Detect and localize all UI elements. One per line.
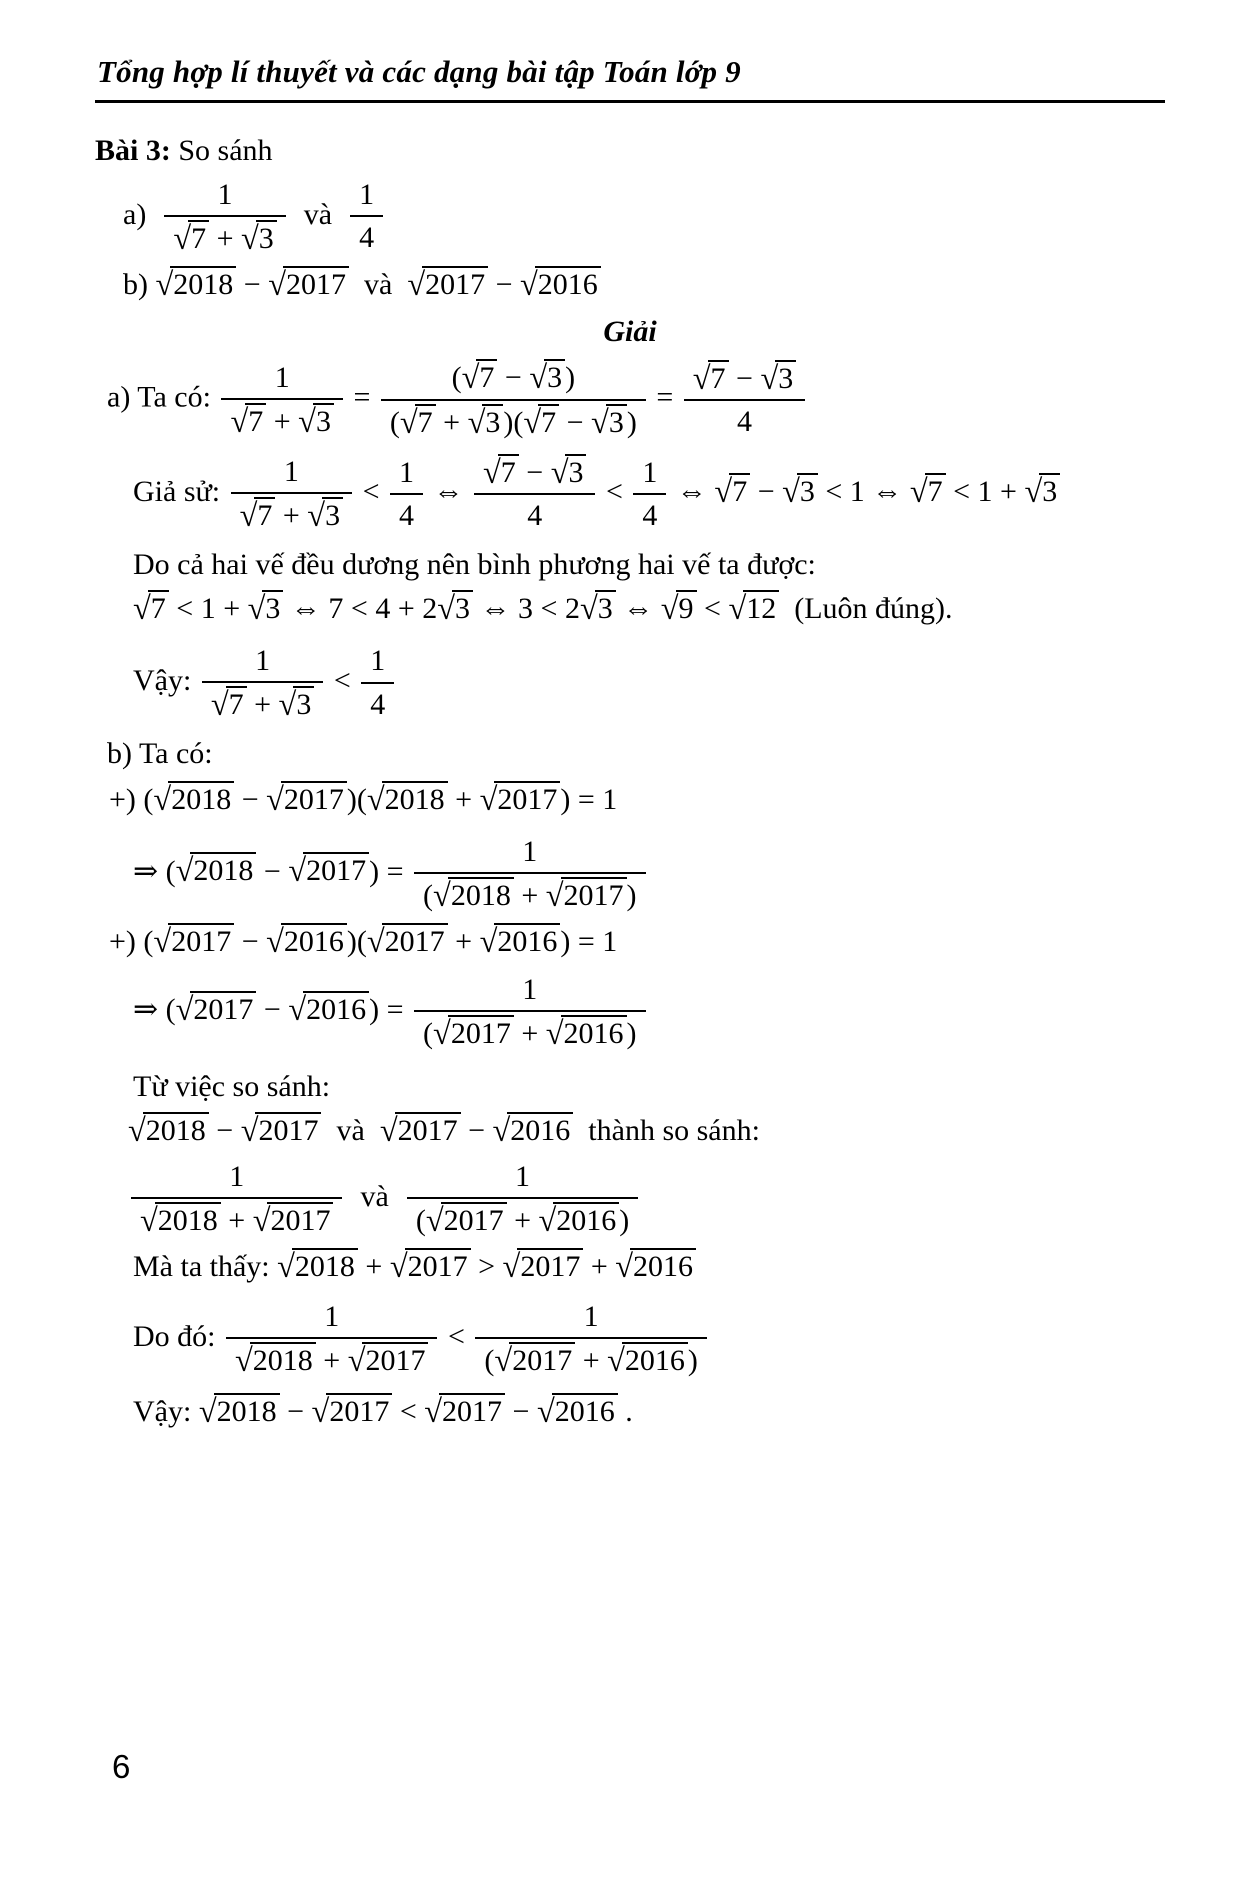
radicand: 2016 bbox=[507, 1112, 573, 1146]
sqrt-radical bbox=[728, 589, 779, 630]
sol-b-conclusion: Vậy: √2018 − √2017 < √2017 − √2016 . bbox=[95, 1392, 1165, 1433]
sqrt-radical bbox=[312, 1392, 393, 1433]
sqrt-radical bbox=[268, 265, 349, 306]
radical-sign-icon: √ bbox=[536, 1393, 555, 1430]
sqrt-radical bbox=[156, 265, 237, 306]
sqrt-radical bbox=[483, 454, 519, 490]
radicand: 2017 bbox=[441, 1202, 507, 1236]
radical-sign-icon: √ bbox=[247, 591, 266, 628]
radicand: 2017 bbox=[395, 1112, 461, 1146]
sqrt-radical bbox=[433, 877, 514, 913]
radicand: 3 bbox=[256, 220, 277, 254]
radicand: 3 bbox=[322, 497, 343, 531]
radical-sign-icon: √ bbox=[278, 687, 297, 724]
radicand: 2017 bbox=[509, 1342, 575, 1376]
sqrt-radical bbox=[437, 589, 473, 630]
radicand: 2017 bbox=[303, 852, 369, 886]
sqrt-radical bbox=[235, 1342, 316, 1378]
radicand: 2017 bbox=[281, 781, 347, 815]
radical-sign-icon: √ bbox=[288, 991, 307, 1028]
radicand: 7 bbox=[498, 454, 519, 488]
radicand: 3 bbox=[482, 404, 503, 438]
fraction-numerator: 1 bbox=[164, 176, 285, 217]
fraction bbox=[164, 176, 285, 258]
radical-sign-icon: √ bbox=[239, 498, 258, 535]
sqrt-radical bbox=[240, 497, 276, 533]
radical-sign-icon: √ bbox=[140, 1203, 158, 1240]
fraction-denominator: √2018 + √2017 bbox=[131, 1199, 342, 1239]
radicand: 7 bbox=[538, 404, 559, 438]
radicand: 3 bbox=[565, 454, 586, 488]
sol-b-reciprocal2: ⇒ (√2017 − √2016 ) = $\frac{1}{(√2017 + √2016 )}$ bbox=[95, 971, 1165, 1053]
radical-sign-icon: √ bbox=[366, 924, 385, 961]
radical-sign-icon: √ bbox=[615, 1249, 634, 1286]
sqrt-radical bbox=[494, 1342, 575, 1378]
sqrt-radical bbox=[424, 1392, 505, 1433]
radical-sign-icon: √ bbox=[173, 220, 192, 257]
radicand: 2017 bbox=[405, 1248, 471, 1282]
fraction-numerator: 1 bbox=[475, 1298, 706, 1339]
sqrt-radical bbox=[615, 1247, 696, 1288]
fraction-numerator: 1 bbox=[231, 453, 352, 494]
sqrt-radical bbox=[607, 1342, 688, 1378]
fraction bbox=[131, 1158, 342, 1240]
sqrt-radical bbox=[661, 589, 697, 630]
radical-sign-icon: √ bbox=[538, 1203, 557, 1240]
sqrt-radical bbox=[176, 851, 257, 892]
radical-sign-icon: √ bbox=[502, 1249, 521, 1286]
radicand: 3 bbox=[544, 359, 565, 393]
fraction bbox=[361, 642, 394, 723]
problem-b: b) √2018 − √2017 và √2017 − √2016 bbox=[95, 265, 1165, 306]
sqrt-radical bbox=[693, 360, 729, 396]
radical-sign-icon: √ bbox=[692, 360, 711, 397]
sqrt-radical bbox=[714, 472, 750, 513]
radicand: 3 bbox=[775, 360, 796, 394]
radical-sign-icon: √ bbox=[288, 853, 307, 890]
fraction-numerator: 1 bbox=[390, 454, 423, 495]
fraction-denominator: (√2018 + √2017 ) bbox=[423, 878, 637, 915]
radicand: 2016 bbox=[281, 923, 347, 957]
radicand: 2017 bbox=[517, 1248, 583, 1282]
sol-b-compare-fractions: $\frac{1}{√2018 + √2017}$ và $\frac{1}{(√2017 + √2016 )}$ bbox=[95, 1158, 1165, 1240]
sqrt-radical bbox=[199, 1392, 280, 1433]
radicand: 2017 bbox=[168, 923, 234, 957]
radical-sign-icon: √ bbox=[479, 924, 498, 961]
sqrt-radical bbox=[591, 404, 627, 440]
sqrt-radical bbox=[529, 359, 565, 395]
sqrt-radical bbox=[400, 404, 436, 440]
sol-b-reciprocal1: ⇒ (√2018 − √2017 ) = $\frac{1}{(√2018 + √2017 )}$ bbox=[95, 833, 1165, 915]
radical-sign-icon: √ bbox=[545, 878, 564, 915]
radical-sign-icon: √ bbox=[591, 404, 609, 441]
radicand: 2017 bbox=[190, 991, 256, 1025]
radicand: 7 bbox=[729, 473, 750, 507]
radical-sign-icon: √ bbox=[210, 687, 229, 724]
fraction-numerator: 1 bbox=[407, 1158, 638, 1199]
radical-sign-icon: √ bbox=[433, 878, 451, 915]
radicand: 7 bbox=[188, 220, 209, 254]
radicand: 2017 bbox=[382, 923, 448, 957]
radical-sign-icon: √ bbox=[523, 404, 542, 441]
radical-sign-icon: √ bbox=[153, 924, 172, 961]
radical-sign-icon: √ bbox=[607, 1343, 625, 1380]
bold-text: Bài 3: bbox=[95, 134, 171, 167]
fraction bbox=[231, 453, 352, 535]
radicand: 2018 bbox=[155, 1202, 221, 1236]
radical-sign-icon: √ bbox=[155, 267, 174, 304]
radicand: 3 bbox=[452, 590, 473, 624]
radical-sign-icon: √ bbox=[437, 591, 456, 628]
radical-sign-icon: √ bbox=[133, 591, 151, 628]
radical-sign-icon: √ bbox=[550, 455, 569, 492]
radicand: 2017 bbox=[439, 1393, 505, 1427]
sqrt-radical bbox=[176, 990, 257, 1031]
radicand: 7 bbox=[415, 404, 436, 438]
radicand: 2017 bbox=[362, 1342, 428, 1376]
sqrt-radical bbox=[493, 1111, 574, 1152]
radical-sign-icon: √ bbox=[492, 1113, 511, 1150]
sol-b-intro: b) Ta có: bbox=[107, 736, 213, 770]
sqrt-radical bbox=[462, 359, 498, 395]
sqrt-radical bbox=[433, 1015, 514, 1051]
sqrt-radical bbox=[266, 780, 347, 821]
fraction bbox=[407, 1158, 638, 1240]
radicand: 12 bbox=[743, 590, 779, 624]
sqrt-radical bbox=[523, 404, 559, 440]
radical-sign-icon: √ bbox=[529, 360, 548, 397]
radical-sign-icon: √ bbox=[307, 498, 326, 535]
radicand: 2016 bbox=[535, 266, 601, 300]
sol-b-observation: Mà ta thấy: √2018 + √2017 > √2017 + √2016 bbox=[95, 1247, 1165, 1288]
sqrt-radical bbox=[253, 1202, 334, 1238]
radical-sign-icon: √ bbox=[277, 1249, 295, 1286]
sqrt-radical bbox=[580, 589, 616, 630]
radical-sign-icon: √ bbox=[909, 473, 928, 510]
radicand: 7 bbox=[226, 686, 247, 720]
fraction bbox=[633, 454, 666, 535]
sol-b-therefore: Do đó: $\frac{1}{√2018 + √2017}$ < $\frac{1}{(√2017 + √2016 )}$ bbox=[95, 1298, 1165, 1380]
sqrt-radical bbox=[248, 589, 284, 630]
radical-sign-icon: √ bbox=[660, 591, 679, 628]
sqrt-radical bbox=[288, 990, 369, 1031]
radical-sign-icon: √ bbox=[760, 360, 779, 397]
fraction-numerator: (√7 − √3 ) bbox=[381, 358, 646, 400]
sqrt-radical bbox=[367, 922, 448, 963]
radicand: 7 bbox=[925, 473, 946, 507]
radicand: 3 bbox=[1039, 473, 1060, 507]
fraction-numerator: 1 bbox=[633, 454, 666, 495]
fraction-denominator: 4 bbox=[399, 498, 414, 532]
radicand: 2017 bbox=[267, 1202, 333, 1236]
sol-a-transform: a) Ta có: $\frac{1}{√7 + √3}$ = $\frac{(√7 - √3 )}{(√7 + √3 )(√7 - √3 )}$ = $\frac{√7 - √3}{4}$ bbox=[95, 358, 1165, 441]
sqrt-radical bbox=[782, 472, 818, 513]
radical-sign-icon: √ bbox=[1024, 473, 1043, 510]
sqrt-radical bbox=[426, 1202, 507, 1238]
sqrt-radical bbox=[910, 472, 946, 513]
sol-a-squaring-note: Do cả hai vế đều dương nên bình phương hai vế ta được: bbox=[133, 547, 816, 581]
radicand: 3 bbox=[797, 473, 818, 507]
fraction bbox=[684, 359, 805, 441]
radicand: 2017 bbox=[422, 266, 488, 300]
fraction-denominator: (√2017 + √2016 ) bbox=[423, 1016, 637, 1053]
radical-sign-icon: √ bbox=[433, 1016, 451, 1053]
radicand: 2016 bbox=[553, 1202, 619, 1236]
radicand: 3 bbox=[262, 590, 283, 624]
sqrt-radical bbox=[1024, 472, 1060, 513]
fraction-numerator: 1 bbox=[226, 1298, 437, 1339]
fraction-numerator: 1 bbox=[350, 176, 383, 217]
fraction-denominator: 4 bbox=[736, 405, 752, 439]
fraction-denominator: 4 bbox=[527, 499, 543, 533]
sqrt-radical bbox=[140, 1202, 221, 1238]
radical-sign-icon: √ bbox=[545, 1016, 564, 1053]
sqrt-radical bbox=[537, 1392, 618, 1433]
sqrt-radical bbox=[288, 851, 369, 892]
sol-a-conclusion: Vậy: $\frac{1}{√7 + √3}$ < $\frac{1}{4}$ bbox=[95, 642, 1165, 724]
radicand: 2017 bbox=[283, 266, 349, 300]
sqrt-radical bbox=[546, 877, 627, 913]
fraction-denominator: (√7 + √3 )(√7 − √3 ) bbox=[389, 404, 637, 441]
problem-a: a) $\frac{1}{√7 + √3}$ và $\frac{1}{4}$ bbox=[95, 176, 1165, 258]
fraction bbox=[474, 453, 595, 535]
fraction bbox=[414, 971, 645, 1053]
radical-sign-icon: √ bbox=[175, 853, 194, 890]
sqrt-radical bbox=[539, 1202, 620, 1238]
sqrt-radical bbox=[480, 922, 561, 963]
radical-sign-icon: √ bbox=[347, 1343, 366, 1380]
fraction bbox=[226, 1298, 437, 1380]
radicand: 2018 bbox=[168, 781, 234, 815]
radical-sign-icon: √ bbox=[399, 404, 418, 441]
fraction-numerator: 1 bbox=[202, 642, 323, 683]
sqrt-radical bbox=[307, 497, 343, 533]
header-title: Tổng hợp lí thuyết và các dạng bài tập Toán lớp 9 bbox=[97, 54, 741, 89]
document-body bbox=[95, 131, 1165, 1432]
fraction bbox=[414, 833, 645, 915]
sqrt-radical bbox=[468, 404, 504, 440]
bold-italic-text: Giải bbox=[603, 314, 657, 348]
radical-sign-icon: √ bbox=[230, 404, 249, 441]
sqrt-radical bbox=[211, 686, 247, 722]
radicand: 3 bbox=[313, 403, 334, 437]
sol-a-squared-chain: √7 < 1 + √3 ⇔ 7 < 4 + 2√3 ⇔ 3 < 2√3 ⇔ √9 < √12 (Luôn đúng). bbox=[95, 589, 1165, 630]
fraction-numerator: 1 bbox=[414, 971, 645, 1012]
radicand: 2016 bbox=[630, 1248, 696, 1282]
radical-sign-icon: √ bbox=[235, 1343, 253, 1380]
sqrt-radical bbox=[546, 1015, 627, 1051]
radical-sign-icon: √ bbox=[479, 782, 498, 819]
radicand: 7 bbox=[254, 497, 275, 531]
sol-b-product1: +) (√2018 − √2017 )(√2018 + √2017 ) = 1 bbox=[95, 780, 1165, 821]
radicand: 2017 bbox=[255, 1112, 321, 1146]
sol-b-compare-intro: Từ việc so sánh: bbox=[133, 1069, 331, 1103]
sqrt-radical bbox=[133, 589, 169, 630]
radical-sign-icon: √ bbox=[494, 1343, 513, 1380]
radicand: 3 bbox=[606, 404, 627, 438]
fraction-denominator: √2018 + √2017 bbox=[226, 1339, 437, 1379]
sqrt-radical bbox=[551, 454, 587, 490]
fraction bbox=[202, 642, 323, 724]
sqrt-radical bbox=[277, 1247, 358, 1288]
sqrt-radical bbox=[390, 1247, 471, 1288]
radicand: 2018 bbox=[292, 1248, 358, 1282]
radicand: 3 bbox=[595, 590, 616, 624]
sol-b-compare-pair: √2018 − √2017 và √2017 − √2016 thành so sánh: bbox=[95, 1111, 1165, 1152]
problem-title: Bài 3: So sánh bbox=[95, 134, 273, 167]
radicand: 2017 bbox=[448, 1015, 514, 1049]
fraction-denominator: √7 + √3 bbox=[231, 494, 352, 534]
radicand: 2016 bbox=[622, 1342, 688, 1376]
radical-sign-icon: √ bbox=[425, 1203, 444, 1240]
radical-sign-icon: √ bbox=[266, 924, 284, 961]
radical-sign-icon: √ bbox=[389, 1249, 408, 1286]
sqrt-radical bbox=[520, 265, 601, 306]
radical-sign-icon: √ bbox=[198, 1393, 217, 1430]
sol-a-assumption: Giả sử: $\frac{1}{√7 + √3}$ < $\frac{1}{4}$ ⇔ $\frac{√7 - √3}{4}$ < $\frac{1}{4}$ ⇔ √7 − √3 < 1 ⇔ √7 < 1 + √3 bbox=[95, 453, 1165, 535]
fraction-denominator: √7 + √3 bbox=[221, 400, 342, 440]
solution-heading bbox=[95, 312, 1165, 353]
radicand: 2016 bbox=[561, 1015, 627, 1049]
sqrt-radical bbox=[153, 780, 234, 821]
radicand: 2018 bbox=[250, 1342, 316, 1376]
sol-b-product2: +) (√2017 − √2016 )(√2017 + √2016 ) = 1 bbox=[95, 922, 1165, 963]
radical-sign-icon: √ bbox=[483, 455, 501, 492]
fraction bbox=[221, 359, 342, 441]
fraction-numerator: 1 bbox=[131, 1158, 342, 1199]
radical-sign-icon: √ bbox=[520, 267, 538, 304]
fraction-denominator: (√2017 + √2016 ) bbox=[415, 1203, 630, 1240]
radicand: 2016 bbox=[552, 1393, 618, 1427]
radicand: 7 bbox=[708, 360, 729, 394]
radical-sign-icon: √ bbox=[379, 1113, 398, 1150]
header-rule bbox=[95, 100, 1165, 103]
radicand: 9 bbox=[676, 590, 697, 624]
sqrt-radical bbox=[380, 1111, 461, 1152]
radicand: 7 bbox=[476, 359, 497, 393]
sqrt-radical bbox=[407, 265, 488, 306]
radical-sign-icon: √ bbox=[175, 991, 194, 1028]
radical-sign-icon: √ bbox=[714, 473, 733, 510]
radical-sign-icon: √ bbox=[424, 1393, 443, 1430]
sqrt-radical bbox=[503, 1247, 584, 1288]
fraction-numerator: √7 − √3 bbox=[684, 359, 805, 401]
fraction bbox=[381, 358, 646, 441]
radicand: 2016 bbox=[303, 991, 369, 1025]
radical-sign-icon: √ bbox=[467, 404, 486, 441]
fraction-numerator: 1 bbox=[361, 642, 394, 683]
sqrt-radical bbox=[241, 220, 277, 256]
radicand: 2018 bbox=[214, 1393, 280, 1427]
radicand: 2017 bbox=[326, 1393, 392, 1427]
page-number: 6 bbox=[112, 1748, 131, 1785]
radical-sign-icon: √ bbox=[266, 782, 284, 819]
radical-sign-icon: √ bbox=[153, 782, 172, 819]
sqrt-radical bbox=[128, 1111, 209, 1152]
sqrt-radical bbox=[230, 403, 266, 439]
fraction-numerator: 1 bbox=[221, 359, 342, 400]
fraction bbox=[390, 454, 423, 535]
sqrt-radical bbox=[367, 780, 448, 821]
sqrt-radical bbox=[153, 922, 234, 963]
radical-sign-icon: √ bbox=[311, 1393, 330, 1430]
radicand: 2018 bbox=[143, 1112, 209, 1146]
fraction bbox=[475, 1298, 706, 1380]
radical-sign-icon: √ bbox=[298, 404, 316, 441]
radical-sign-icon: √ bbox=[128, 1113, 146, 1150]
radical-sign-icon: √ bbox=[252, 1203, 271, 1240]
fraction bbox=[350, 176, 383, 257]
radicand: 2016 bbox=[494, 923, 560, 957]
radical-sign-icon: √ bbox=[782, 473, 800, 510]
fraction-numerator: √7 − √3 bbox=[474, 453, 595, 495]
radical-sign-icon: √ bbox=[268, 267, 286, 304]
radicand: 2017 bbox=[561, 877, 627, 911]
radicand: 2018 bbox=[382, 781, 448, 815]
sqrt-radical bbox=[173, 220, 209, 256]
fraction-denominator: √7 + √3 bbox=[202, 683, 323, 723]
radical-sign-icon: √ bbox=[240, 1113, 259, 1150]
radicand: 7 bbox=[245, 403, 266, 437]
radical-sign-icon: √ bbox=[407, 267, 426, 304]
sqrt-radical bbox=[279, 686, 315, 722]
fraction-denominator: (√2017 + √2016 ) bbox=[484, 1343, 698, 1380]
sqrt-radical bbox=[298, 403, 334, 439]
radical-sign-icon: √ bbox=[461, 360, 480, 397]
radicand: 3 bbox=[293, 686, 314, 720]
radicand: 2018 bbox=[448, 877, 514, 911]
radicand: 2018 bbox=[170, 266, 236, 300]
radicand: 7 bbox=[148, 590, 169, 624]
sqrt-radical bbox=[760, 360, 796, 396]
fraction-denominator: √7 + √3 bbox=[164, 217, 285, 257]
fraction-denominator: 4 bbox=[370, 687, 386, 721]
radical-sign-icon: √ bbox=[241, 220, 259, 257]
radicand: 2017 bbox=[494, 781, 560, 815]
radical-sign-icon: √ bbox=[366, 782, 385, 819]
sqrt-radical bbox=[480, 780, 561, 821]
fraction-numerator: 1 bbox=[414, 833, 645, 874]
fraction-denominator: 4 bbox=[359, 221, 375, 255]
fraction-denominator: 4 bbox=[642, 498, 658, 532]
radical-sign-icon: √ bbox=[728, 591, 747, 628]
sqrt-radical bbox=[241, 1111, 322, 1152]
radical-sign-icon: √ bbox=[579, 591, 598, 628]
radicand: 2018 bbox=[190, 852, 256, 886]
sqrt-radical bbox=[266, 922, 347, 963]
sqrt-radical bbox=[348, 1342, 429, 1378]
